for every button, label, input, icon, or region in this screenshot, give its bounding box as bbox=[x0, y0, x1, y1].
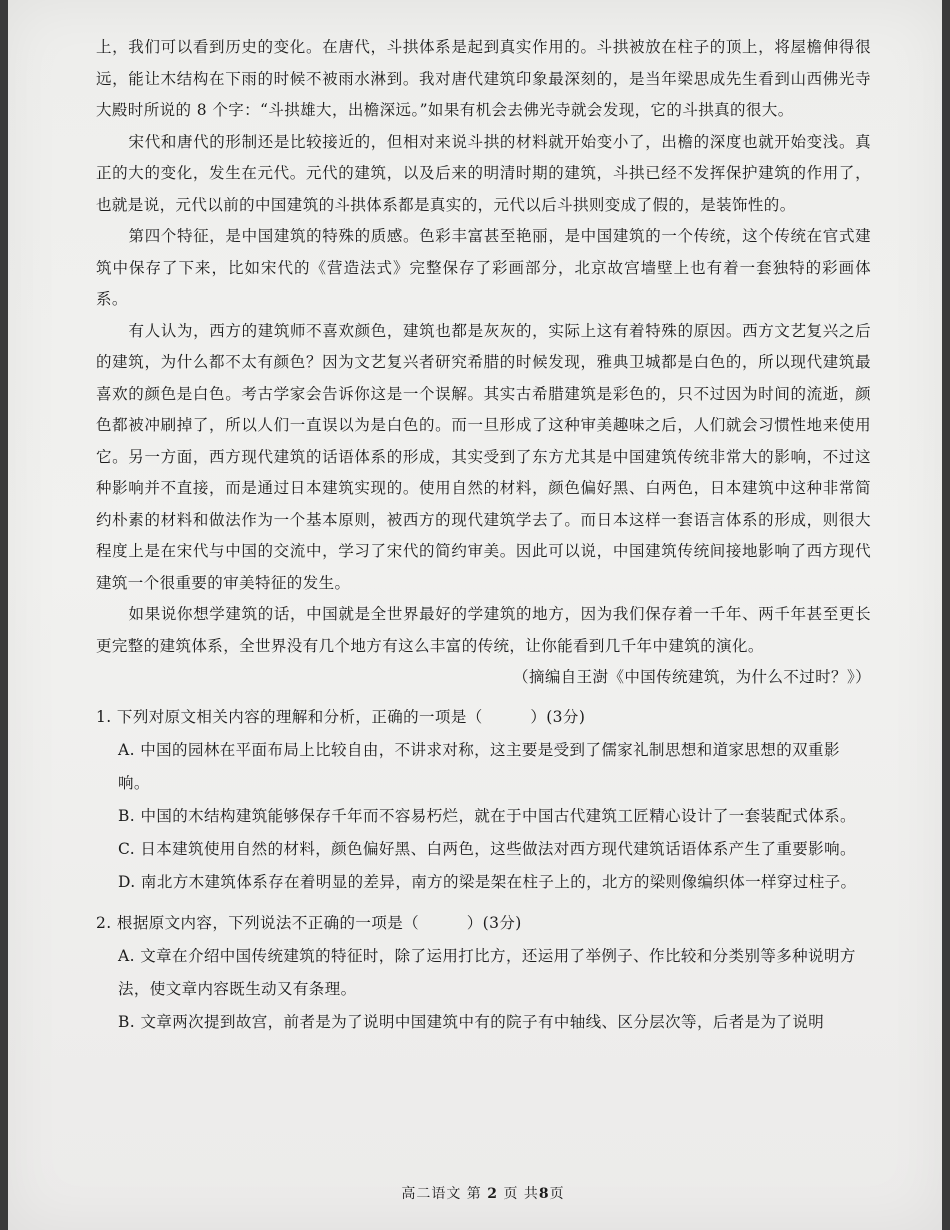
footer-page-number: 2 bbox=[487, 1186, 498, 1202]
question-1-option-c: C. 日本建筑使用自然的材料，颜色偏好黑、白两色，这些做法对西方现代建筑话语体系产生了重要影响。 bbox=[118, 840, 856, 858]
question-2-option-b: B. 文章两次提到故宫，前者是为了说明中国建筑中有的院子有中轴线、区分层次等，后者是为了说明 bbox=[118, 1013, 825, 1031]
page-content bbox=[96, 32, 871, 1039]
footer-middle: 页 共 bbox=[503, 1186, 539, 1202]
question-1-option-a: A. 中国的园林在平面布局上比较自由，不讲求对称，这主要是受到了儒家礼制思想和道家思想的双重影响。 bbox=[118, 741, 840, 792]
footer-subject: 高二语文 第 bbox=[401, 1186, 482, 1202]
passage-paragraph-2: 宋代和唐代的形制还是比较接近的，但相对来说斗拱的材料就开始变小了，出檐的深度也就开始变浅。真正的大的变化，发生在元代。元代的建筑，以及后来的明清时期的建筑，斗拱已经不发挥保护建筑的作用了，也就是说，元代以前的中国建筑的斗拱体系都是真实的，元代以后斗拱则变成了假的，是装饰性的。 bbox=[96, 132, 871, 214]
footer-total-pages: 8 bbox=[538, 1186, 550, 1202]
question-1-option-d: D. 南北方木建筑体系存在着明显的差异，南方的梁是架在柱子上的，北方的梁则像编织体一样穿过柱子。 bbox=[118, 873, 857, 891]
passage-paragraph-3: 第四个特征，是中国建筑的特殊的质感。色彩丰富甚至艳丽，是中国建筑的一个传统，这个传统在官式建筑中保存了下来，比如宋代的《营造法式》完整保存了彩画部分，北京故宫墙壁上也有着一套独特的彩画体系。 bbox=[96, 227, 871, 308]
page-footer bbox=[8, 1183, 950, 1203]
question-2-option-a: A. 文章在介绍中国传统建筑的特征时，除了运用打比方，还运用了举例子、作比较和分类别等多种说明方法，使文章内容既生动又有条理。 bbox=[118, 947, 856, 998]
passage-paragraph-4: 有人认为，西方的建筑师不喜欢颜色，建筑也都是灰灰的，实际上这有着特殊的原因。西方文艺复兴之后的建筑，为什么都不太有颜色？因为文艺复兴者研究希腊的时候发现，雅典卫城都是白色的，所以现代建筑最喜欢的颜色是白色。考古学家会告诉你这是一个误解。其实古希腊建筑是彩色的，只不过因为时间的流逝，颜色都被冲刷掉了，所以人们一直误以为是白色的。而一旦形成了这种审美趣味之后，人们就会习惯性地来使用它。另一方面，西方现代建筑的话语体系的形成，其实受到了东方尤其是中国建筑传统非常大的影响，不过这种影响并不直接，而是通过日本建筑实现的。使用自然的材料，颜色偏好黑、白两色，日本建筑中这种非常简约朴素的材料和做法作为一个基本原则，被西方的现代建筑学去了。而日本这样一套语言体系的形成，则很大程度上是在宋代与中国的交流中，学习了宋代的简约审美。因此可以说，中国建筑传统间接地影响了西方现代建筑一个很重要的审美特征的发生。 bbox=[96, 321, 871, 592]
question-2-stem: 2. 根据原文内容，下列说法不正确的一项是（ ）(3分) bbox=[96, 914, 522, 932]
question-1-stem: 1. 下列对原文相关内容的理解和分析，正确的一项是（ ）(3分) bbox=[96, 708, 586, 726]
question-1 bbox=[96, 701, 871, 899]
footer-end: 页 bbox=[549, 1186, 565, 1202]
passage-paragraph-5: 如果说你想学建筑的话，中国就是全世界最好的学建筑的地方，因为我们保存着一千年、两千年甚至更长更完整的建筑体系，全世界没有几个地方有这么丰富的传统，让你能看到几千年中建筑的演化。 bbox=[96, 605, 871, 655]
passage-source: （摘编自王澍《中国传统建筑，为什么不过时？》） bbox=[513, 668, 871, 686]
question-2 bbox=[96, 907, 871, 1039]
passage-paragraph-1: 上，我们可以看到历史的变化。在唐代，斗拱体系是起到真实作用的。斗拱被放在柱子的顶上，将屋檐伸得很远，能让木结构在下雨的时候不被雨水淋到。我对唐代建筑印象最深刻的，是当年梁思成先生看到山西佛光寺大殿时所说的 8 个字：“斗拱雄大，出檐深远。”如果有机会去佛光寺就会发现，它的斗拱真的很大。 bbox=[96, 38, 871, 119]
exam-page bbox=[8, 0, 942, 1230]
question-1-option-b: B. 中国的木结构建筑能够保存千年而不容易朽烂，就在于中国古代建筑工匠精心设计了一套装配式体系。 bbox=[118, 807, 856, 825]
